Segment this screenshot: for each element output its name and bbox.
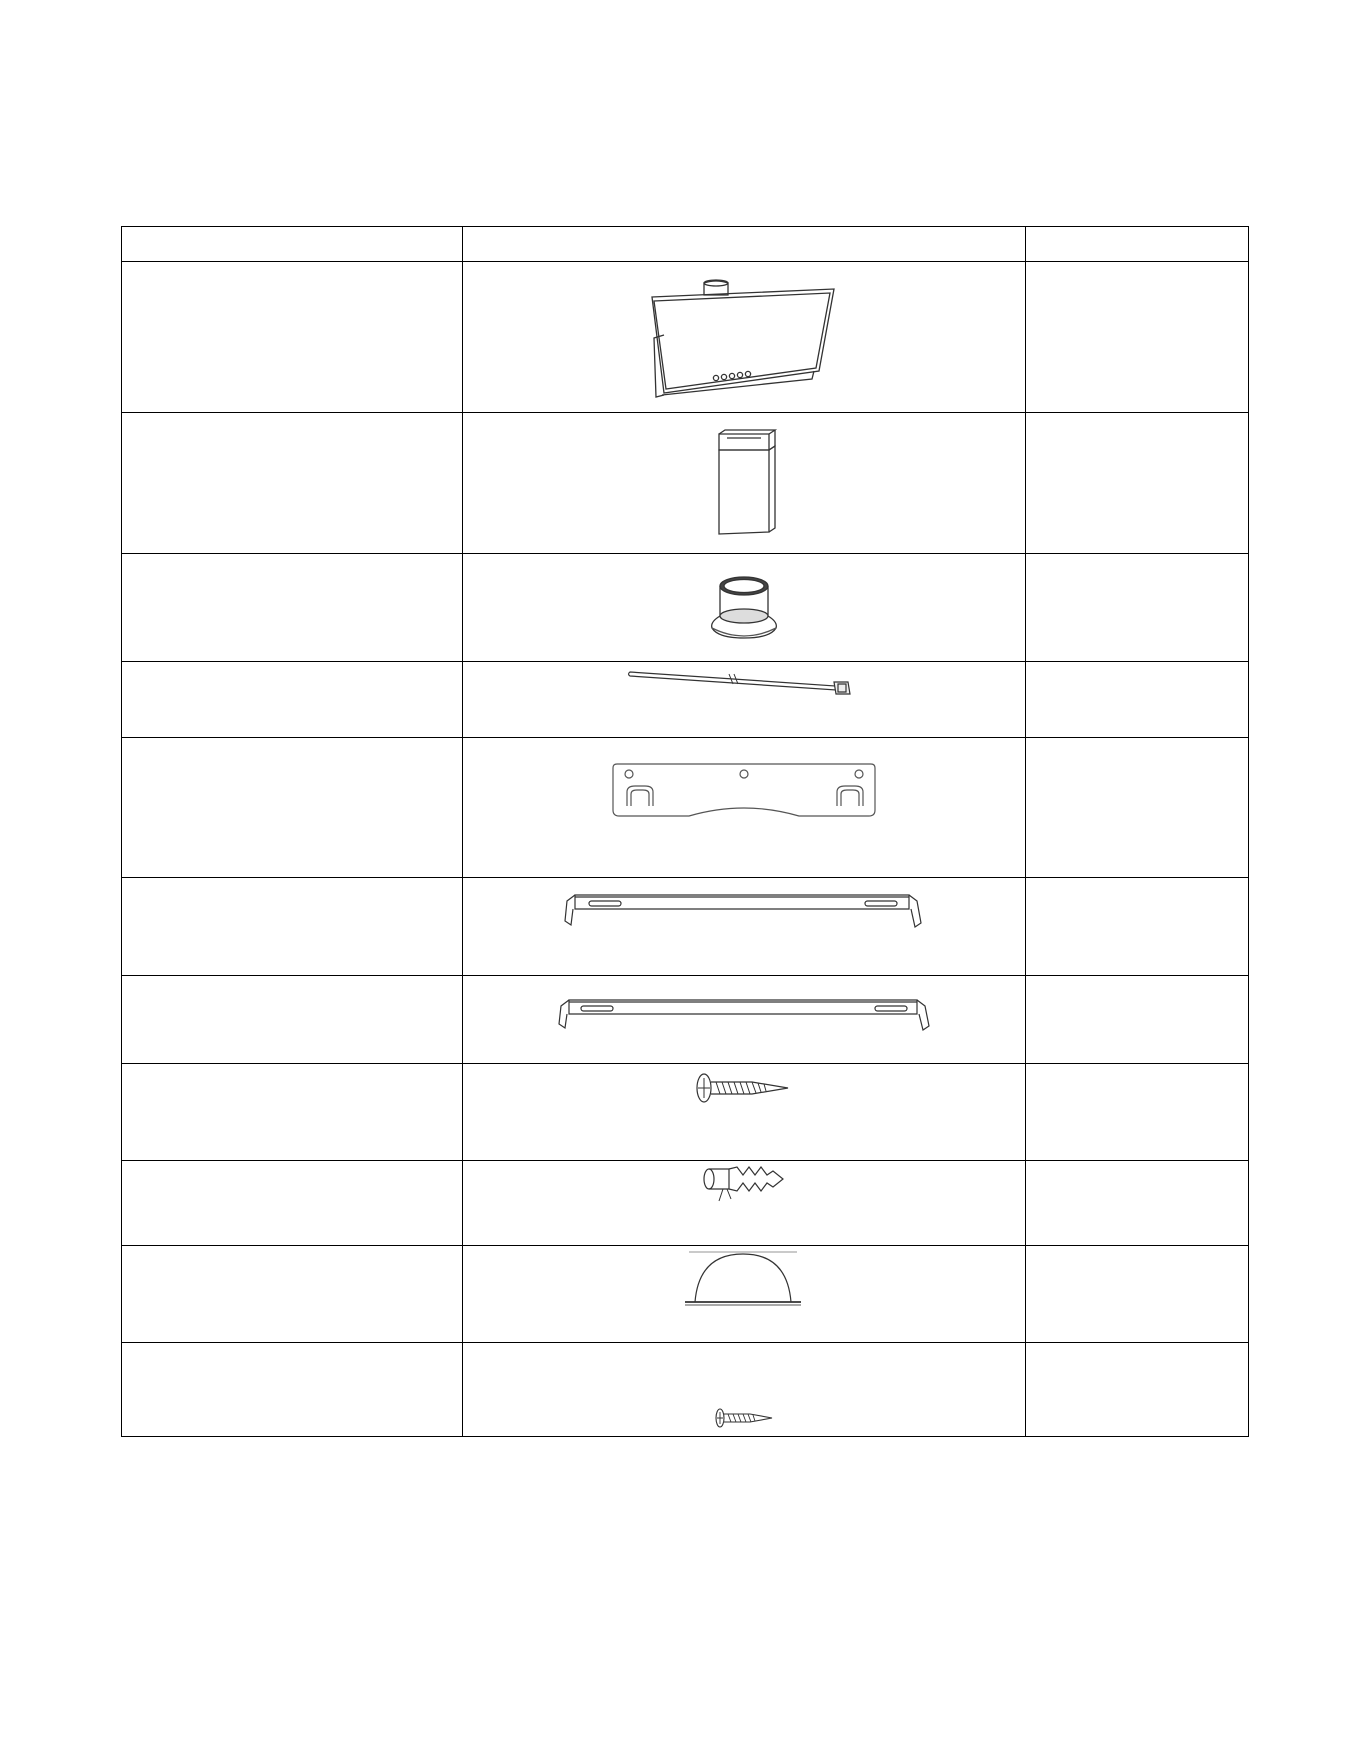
part-name-cell — [122, 262, 463, 413]
part-picture-cell — [463, 1343, 1026, 1437]
small-screw-icon — [714, 1405, 774, 1431]
part-quantity-cell — [1026, 1161, 1249, 1246]
part-picture-cell — [463, 413, 1026, 554]
part-picture-cell — [463, 554, 1026, 662]
part-quantity-cell — [1026, 1064, 1249, 1161]
header-picture-cell — [463, 227, 1026, 262]
part-quantity-cell — [1026, 1246, 1249, 1343]
part-name-cell — [122, 878, 463, 976]
table-row — [122, 554, 1249, 662]
part-name-cell — [122, 662, 463, 738]
cable-tie-icon — [624, 664, 864, 704]
part-picture-cell — [463, 1064, 1026, 1161]
part-quantity-cell — [1026, 738, 1249, 878]
table-row — [122, 662, 1249, 738]
table-row — [122, 1343, 1249, 1437]
table-row — [122, 1161, 1249, 1246]
chimney-cover-icon — [709, 428, 779, 538]
part-quantity-cell — [1026, 1343, 1249, 1437]
part-picture-cell — [463, 262, 1026, 413]
long-mounting-bracket-icon — [549, 996, 939, 1036]
part-quantity-cell — [1026, 976, 1249, 1064]
part-picture-cell — [463, 878, 1026, 976]
part-quantity-cell — [1026, 262, 1249, 413]
part-quantity-cell — [1026, 878, 1249, 976]
table-row — [122, 262, 1249, 413]
parts-table — [121, 226, 1249, 1437]
flange-ring-icon — [706, 572, 782, 644]
table-row — [122, 878, 1249, 976]
table-row — [122, 413, 1249, 554]
table-row — [122, 976, 1249, 1064]
table-header-row — [122, 227, 1249, 262]
part-picture-cell — [463, 976, 1026, 1064]
part-name-cell — [122, 1343, 463, 1437]
part-picture-cell — [463, 1246, 1026, 1343]
table-row — [122, 738, 1249, 878]
part-name-cell — [122, 413, 463, 554]
screw-icon — [694, 1068, 794, 1108]
long-mounting-bracket-icon — [559, 891, 929, 931]
cooker-hood-icon — [634, 275, 854, 400]
part-quantity-cell — [1026, 662, 1249, 738]
wall-bracket-plate-icon — [609, 760, 879, 820]
part-picture-cell — [463, 1161, 1026, 1246]
header-quantity-cell — [1026, 227, 1249, 262]
part-picture-cell — [463, 662, 1026, 738]
part-name-cell — [122, 738, 463, 878]
part-quantity-cell — [1026, 413, 1249, 554]
part-name-cell — [122, 554, 463, 662]
part-name-cell — [122, 976, 463, 1064]
part-name-cell — [122, 1161, 463, 1246]
table-row — [122, 1064, 1249, 1161]
table-row — [122, 1246, 1249, 1343]
part-picture-cell — [463, 738, 1026, 878]
wall-plug-icon — [699, 1163, 789, 1207]
header-name-cell — [122, 227, 463, 262]
semicircle-cover-icon — [679, 1250, 809, 1310]
part-name-cell — [122, 1246, 463, 1343]
part-name-cell — [122, 1064, 463, 1161]
part-quantity-cell — [1026, 554, 1249, 662]
